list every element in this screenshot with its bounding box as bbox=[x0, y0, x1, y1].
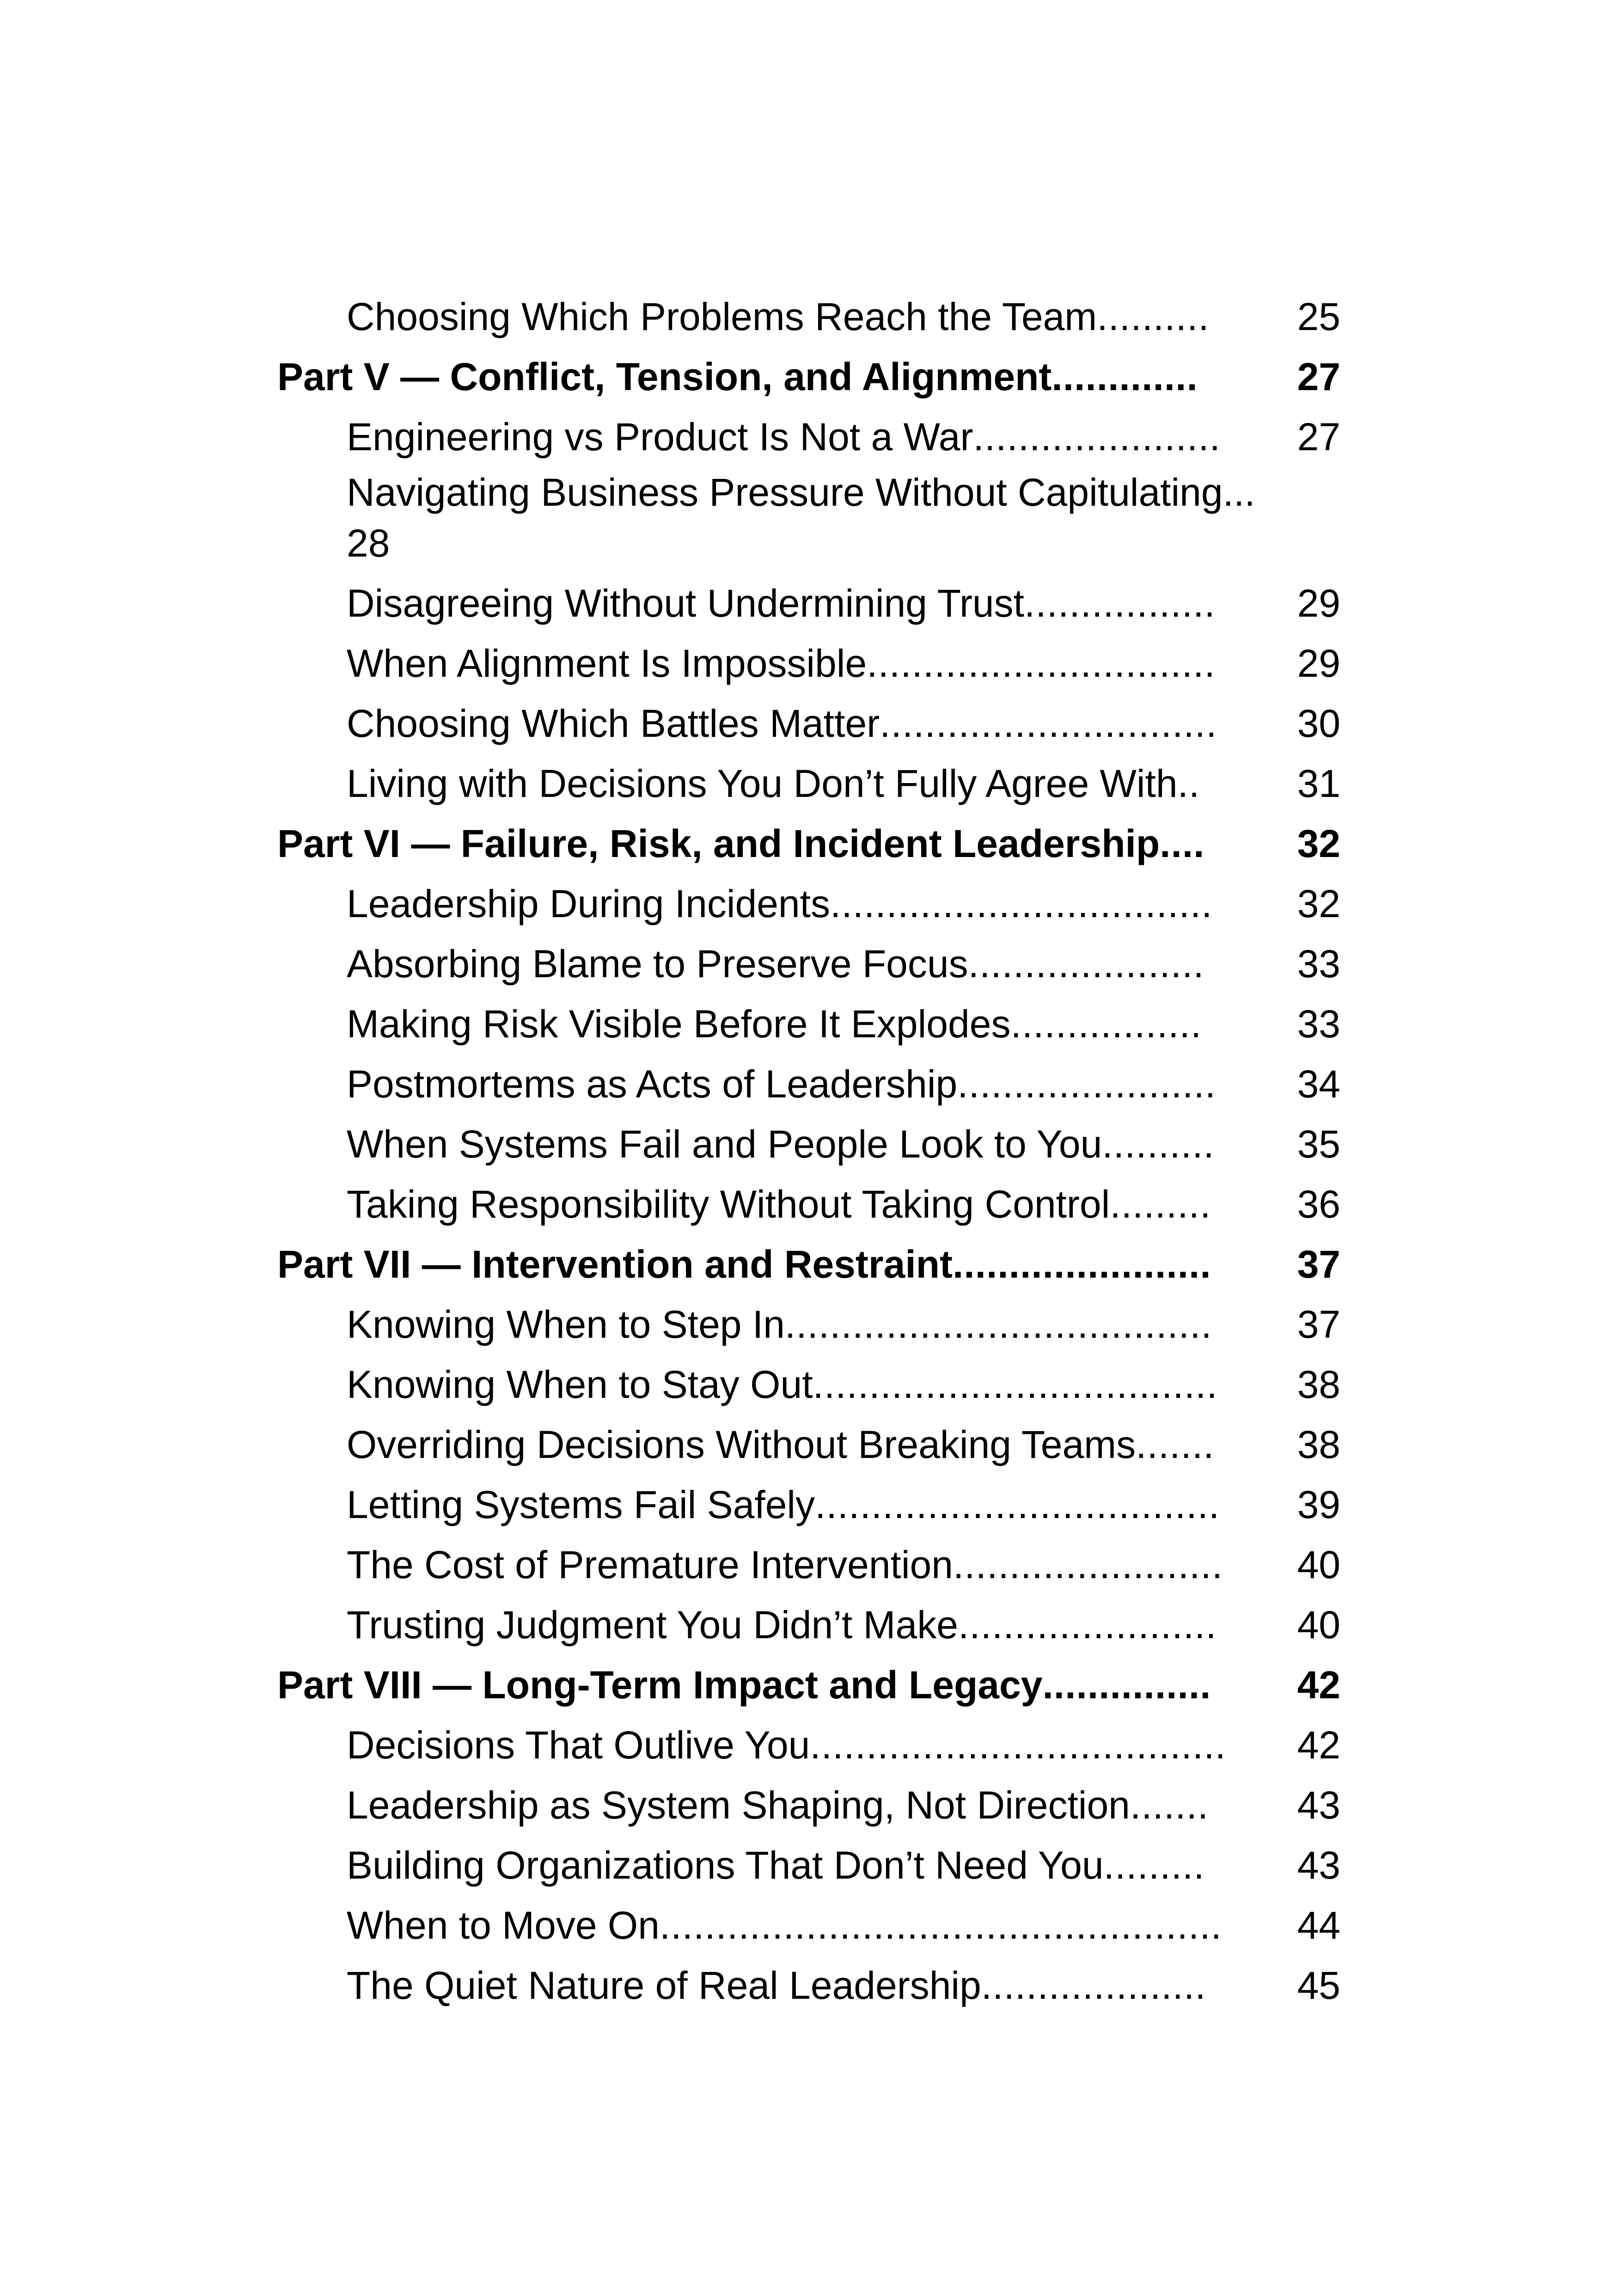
toc-dot-leader: ....................... bbox=[957, 1062, 1217, 1106]
toc-dot-leader: ............................... bbox=[867, 642, 1216, 685]
toc-dot-leader: .................................... bbox=[815, 1483, 1220, 1526]
toc-entry-title: Decisions That Outlive You bbox=[347, 1723, 810, 1767]
toc-dot-leader: ................. bbox=[1010, 1002, 1202, 1046]
toc-page-number: 40 bbox=[1297, 1543, 1340, 1586]
toc-page-number: 29 bbox=[1297, 582, 1340, 625]
toc-page-number: 28 bbox=[347, 521, 390, 565]
toc-dot-leader: ...................... bbox=[973, 415, 1221, 459]
toc-page-number: 42 bbox=[1297, 1723, 1340, 1767]
toc-chapter-entry[interactable] bbox=[277, 1715, 1340, 1775]
toc-dot-leader: .................... bbox=[981, 1964, 1206, 2007]
toc-chapter-entry[interactable] bbox=[277, 1895, 1340, 1955]
toc-dot-leader: ..................................... bbox=[810, 1723, 1226, 1767]
toc-entry-title: Disagreeing Without Undermining Trust bbox=[347, 582, 1024, 625]
toc-dot-leader: ............... bbox=[1042, 1663, 1211, 1707]
toc-part-entry[interactable] bbox=[277, 347, 1340, 407]
toc-page-number: 38 bbox=[1297, 1423, 1340, 1466]
toc-chapter-entry[interactable] bbox=[277, 467, 1340, 582]
toc-dot-leader: .......... bbox=[1097, 295, 1210, 338]
toc-part-entry[interactable] bbox=[277, 1234, 1340, 1294]
toc-entry-title: When Alignment Is Impossible bbox=[347, 642, 867, 685]
toc-dot-leader: .................................... bbox=[813, 1363, 1218, 1406]
toc-entry-title: Part VII — Intervention and Restraint bbox=[277, 1243, 953, 1286]
toc-page-number: 43 bbox=[1297, 1783, 1340, 1827]
toc-chapter-entry[interactable] bbox=[277, 753, 1340, 814]
toc-entry-title: Leadership During Incidents bbox=[347, 882, 830, 925]
toc-chapter-entry[interactable] bbox=[277, 1835, 1340, 1895]
toc-page-number: 30 bbox=[1297, 702, 1340, 745]
toc-dot-leader: ................. bbox=[1024, 582, 1216, 625]
toc-entry-title: Making Risk Visible Before It Explodes bbox=[347, 1002, 1011, 1046]
toc-dot-leader: .......... bbox=[1102, 1122, 1215, 1166]
toc-entry-title: Leadership as System Shaping, Not Direction bbox=[347, 1783, 1130, 1827]
toc-dot-leader: .... bbox=[1160, 822, 1205, 865]
toc-chapter-entry[interactable] bbox=[277, 693, 1340, 753]
toc-chapter-entry[interactable] bbox=[277, 874, 1340, 934]
toc-page-number: 31 bbox=[1297, 762, 1340, 805]
toc-dot-leader: .. bbox=[1177, 762, 1200, 805]
toc-page-number: 38 bbox=[1297, 1363, 1340, 1406]
toc-entry-title: Postmortems as Acts of Leadership bbox=[347, 1062, 958, 1106]
toc-chapter-entry[interactable] bbox=[277, 407, 1340, 467]
toc-entry-title: Overriding Decisions Without Breaking Teams bbox=[347, 1423, 1136, 1466]
toc-page-number: 44 bbox=[1297, 1904, 1340, 1947]
toc-entry-title: Choosing Which Problems Reach the Team bbox=[347, 295, 1097, 338]
toc-page-number: 36 bbox=[1297, 1182, 1340, 1226]
toc-entry-title: Part VIII — Long-Term Impact and Legacy bbox=[277, 1663, 1043, 1707]
toc-page-number: 37 bbox=[1297, 1243, 1340, 1286]
toc-page-number: 42 bbox=[1297, 1663, 1340, 1707]
toc-entry-title: Building Organizations That Don’t Need You bbox=[347, 1843, 1104, 1887]
toc-page-number: 27 bbox=[1297, 355, 1340, 398]
toc-dot-leader: .................................. bbox=[830, 882, 1213, 925]
toc-chapter-entry[interactable] bbox=[277, 1354, 1340, 1414]
toc-entry-title: Knowing When to Stay Out bbox=[347, 1363, 813, 1406]
toc-chapter-entry[interactable] bbox=[277, 1775, 1340, 1835]
toc-page-number: 45 bbox=[1297, 1964, 1340, 2007]
toc-page-number: 33 bbox=[1297, 942, 1340, 986]
toc-chapter-entry[interactable] bbox=[277, 1174, 1340, 1234]
toc-dot-leader: .............................. bbox=[880, 702, 1217, 745]
toc-part-entry[interactable] bbox=[277, 814, 1340, 874]
toc-page-number: 32 bbox=[1297, 882, 1340, 925]
toc-entry-title: Engineering vs Product Is Not a War bbox=[347, 415, 973, 459]
toc-chapter-entry[interactable] bbox=[277, 1595, 1340, 1655]
toc-page-number: 33 bbox=[1297, 1002, 1340, 1046]
toc-chapter-entry[interactable] bbox=[277, 1294, 1340, 1354]
toc-dot-leader: ...................................... bbox=[784, 1303, 1212, 1346]
toc-chapter-entry[interactable] bbox=[277, 1414, 1340, 1475]
toc-chapter-entry[interactable] bbox=[277, 287, 1340, 347]
toc-page-number: 40 bbox=[1297, 1603, 1340, 1647]
toc-dot-leader: ............. bbox=[1052, 355, 1198, 398]
toc-part-entry[interactable] bbox=[277, 1655, 1340, 1715]
toc-page-number: 35 bbox=[1297, 1122, 1340, 1166]
toc-page-number: 32 bbox=[1297, 822, 1340, 865]
toc-chapter-entry[interactable] bbox=[277, 1054, 1340, 1114]
toc-page-number: 34 bbox=[1297, 1062, 1340, 1106]
toc-chapter-entry[interactable] bbox=[277, 934, 1340, 994]
toc-entry-title: Knowing When to Step In bbox=[347, 1303, 785, 1346]
toc-entry-title: Letting Systems Fail Safely bbox=[347, 1483, 815, 1526]
toc-dot-leader: ......... bbox=[1103, 1843, 1205, 1887]
toc-page-number: 43 bbox=[1297, 1843, 1340, 1887]
toc-dot-leader: ....... bbox=[1130, 1783, 1209, 1827]
toc-entry-title: Part V — Conflict, Tension, and Alignment bbox=[277, 355, 1052, 398]
toc-entry-title: Part VI — Failure, Risk, and Incident Leadership bbox=[277, 822, 1160, 865]
toc-chapter-entry[interactable] bbox=[277, 1535, 1340, 1595]
toc-page-number: 25 bbox=[1297, 295, 1340, 338]
toc-entry-title: Absorbing Blame to Preserve Focus bbox=[347, 942, 968, 986]
toc-entry-title: Choosing Which Battles Matter bbox=[347, 702, 880, 745]
toc-dot-leader: ....... bbox=[1136, 1423, 1215, 1466]
toc-dot-leader: ....................... bbox=[952, 1243, 1211, 1286]
toc-chapter-entry[interactable] bbox=[277, 573, 1340, 633]
toc-page-number: 37 bbox=[1297, 1303, 1340, 1346]
toc-entry-title: When to Move On bbox=[347, 1904, 660, 1947]
toc-chapter-entry[interactable] bbox=[277, 1955, 1340, 2015]
toc-entry-title: The Quiet Nature of Real Leadership bbox=[347, 1964, 981, 2007]
toc-entry-title: The Cost of Premature Intervention bbox=[347, 1543, 953, 1586]
toc-dot-leader: ......... bbox=[1110, 1182, 1211, 1226]
toc-entry-title: When Systems Fail and People Look to You bbox=[347, 1122, 1102, 1166]
toc-entry-title: Trusting Judgment You Didn’t Make bbox=[347, 1603, 958, 1647]
toc-page-number: 27 bbox=[1297, 415, 1340, 459]
toc-chapter-entry[interactable] bbox=[277, 994, 1340, 1054]
toc-entry-title: Taking Responsibility Without Taking Control bbox=[347, 1182, 1110, 1226]
toc-entry-title: Living with Decisions You Don’t Fully Agree With bbox=[347, 762, 1178, 805]
toc-chapter-entry[interactable] bbox=[277, 633, 1340, 693]
toc-dot-leader: ....................... bbox=[958, 1603, 1217, 1647]
toc-dot-leader: ..................... bbox=[968, 942, 1204, 986]
toc-dot-leader: ........................ bbox=[953, 1543, 1223, 1586]
toc-dot-leader: .................................................. bbox=[659, 1904, 1222, 1947]
toc-chapter-entry[interactable] bbox=[277, 1114, 1340, 1174]
toc-entry-title: Navigating Business Pressure Without Capitulating... bbox=[347, 471, 1255, 514]
toc-page-number: 29 bbox=[1297, 642, 1340, 685]
toc-chapter-entry[interactable] bbox=[277, 1475, 1340, 1535]
toc-page-number: 39 bbox=[1297, 1483, 1340, 1526]
